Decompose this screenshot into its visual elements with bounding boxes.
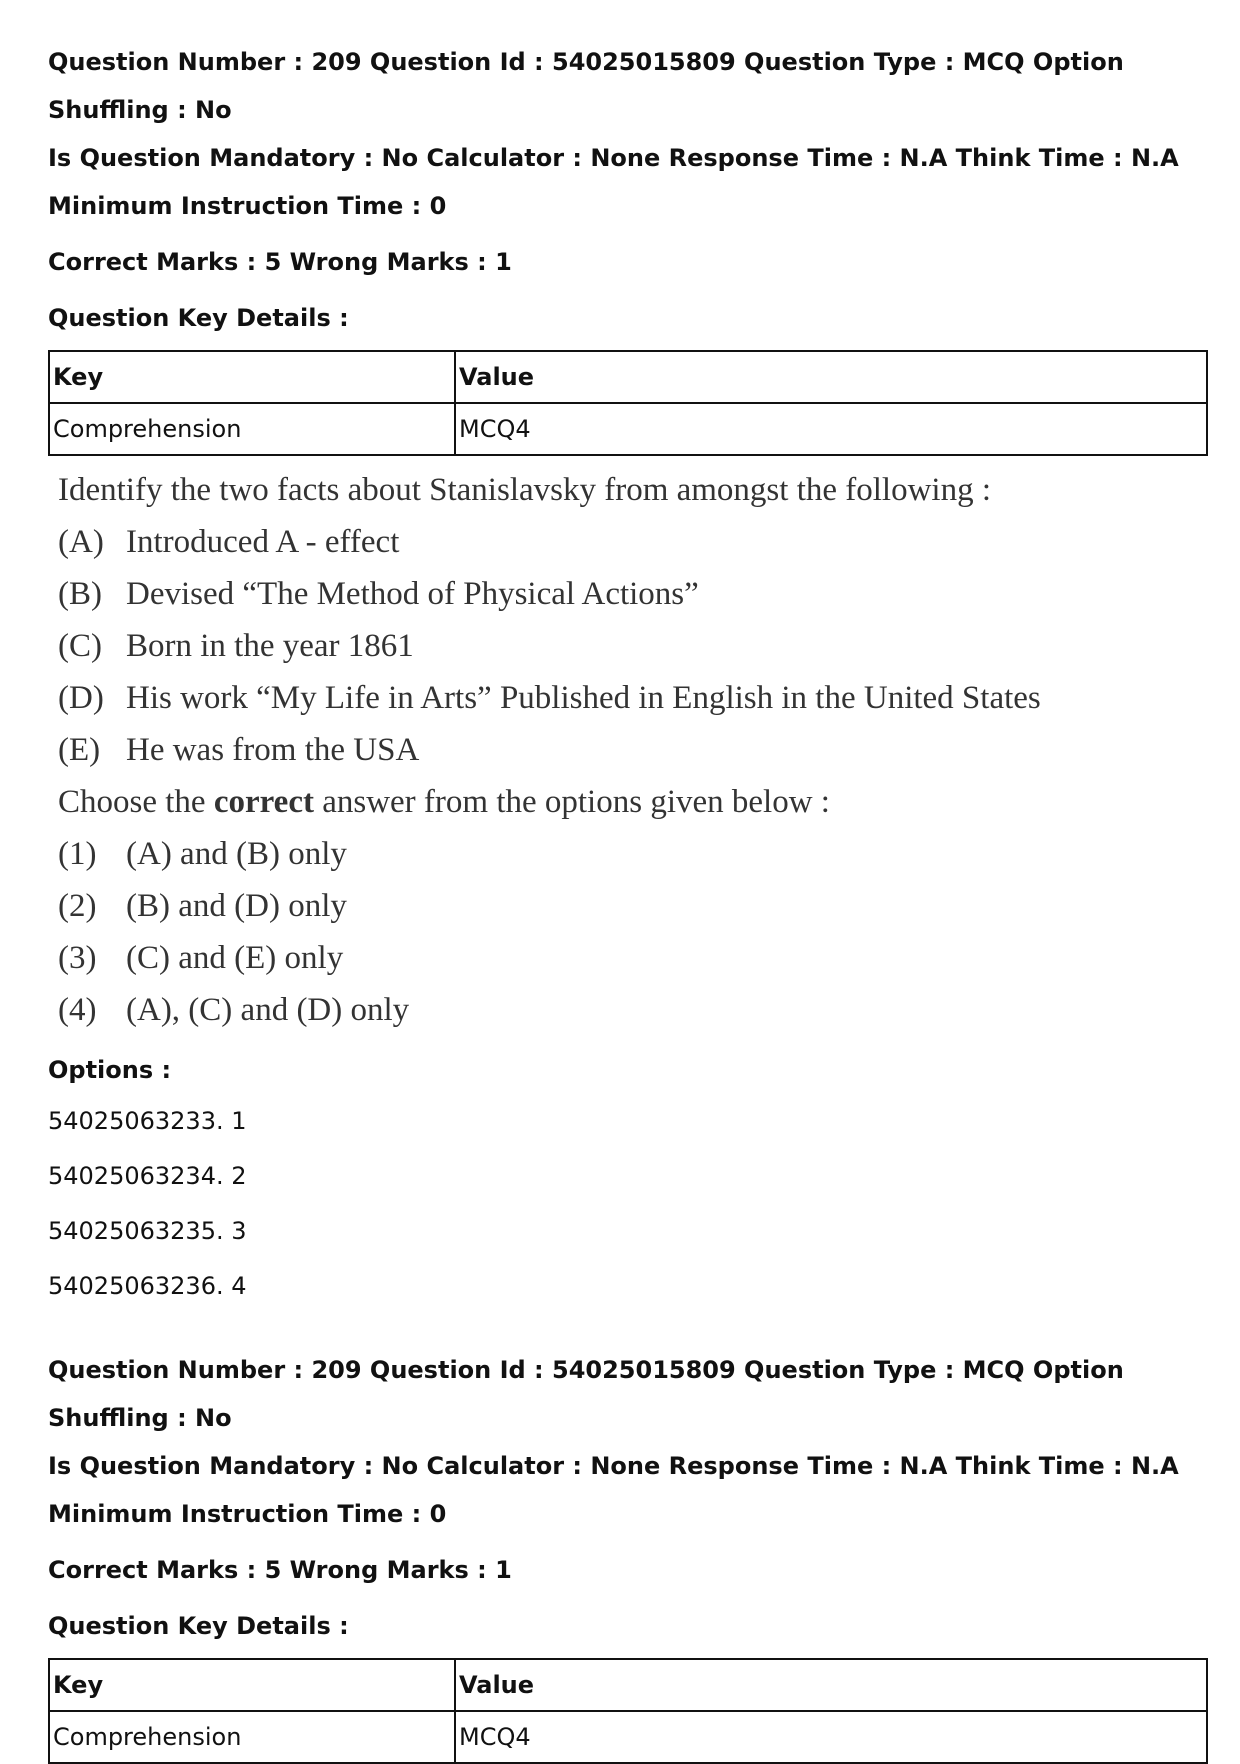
question-meta-line-2: Is Question Mandatory : No Calculator : None Response Time : N.A Think Time : N.A <box>48 144 1179 172</box>
statement-a <box>58 516 1208 568</box>
table-row <box>49 1711 1207 1763</box>
table-cell-key: Comprehension <box>49 1711 455 1763</box>
choose-text-bold: correct <box>213 784 314 820</box>
answer-4 <box>58 984 1208 1036</box>
statement-text: Introduced A - effect <box>126 524 400 560</box>
table-header-key: Key <box>49 351 455 403</box>
answer-text: (A), (C) and (D) only <box>126 992 410 1028</box>
answer-1 <box>58 828 1208 880</box>
statement-d <box>58 672 1208 724</box>
min-instruction-time: Minimum Instruction Time : 0 <box>48 192 447 220</box>
table-header-value: Value <box>455 1659 1207 1711</box>
option-item: 54025063236. 4 <box>48 1272 247 1300</box>
answer-3 <box>58 932 1208 984</box>
option-item: 54025063235. 3 <box>48 1217 247 1245</box>
statement-text: Devised “The Method of Physical Actions” <box>126 576 699 612</box>
table-header-row <box>49 351 1207 403</box>
statement-label: (B) <box>58 576 102 612</box>
table-cell-value: MCQ4 <box>455 1711 1207 1763</box>
statement-text: His work “My Life in Arts” Published in English in the United States <box>126 680 1041 716</box>
question-meta-line-2: Is Question Mandatory : No Calculator : None Response Time : N.A Think Time : N.A <box>48 1452 1179 1480</box>
choose-text-post: answer from the options given below : <box>313 784 830 820</box>
key-details-table <box>48 350 1208 456</box>
answer-2 <box>58 880 1208 932</box>
answer-label: (1) <box>58 836 97 872</box>
statement-label: (D) <box>58 680 104 716</box>
statement-b <box>58 568 1208 620</box>
answer-text: (A) and (B) only <box>126 836 347 872</box>
option-item: 54025063234. 2 <box>48 1162 247 1190</box>
key-details-label: Question Key Details : <box>48 304 349 332</box>
answer-text: (C) and (E) only <box>126 940 344 976</box>
statement-label: (C) <box>58 628 102 664</box>
statement-label: (A) <box>58 524 104 560</box>
option-item: 54025063233. 1 <box>48 1107 247 1135</box>
statement-text: Born in the year 1861 <box>126 628 414 664</box>
statement-e <box>58 724 1208 776</box>
statement-c <box>58 620 1208 672</box>
marks-line: Correct Marks : 5 Wrong Marks : 1 <box>48 248 512 276</box>
options-label: Options : <box>48 1056 172 1084</box>
key-details-table <box>48 1658 1208 1764</box>
question-meta-line-1: Question Number : 209 Question Id : 54025015809 Question Type : MCQ Option Shuffling : No <box>48 1356 1124 1432</box>
table-cell-key: Comprehension <box>49 403 455 455</box>
question-block-1 <box>48 38 1208 1314</box>
table-row <box>49 403 1207 455</box>
question-stem: Identify the two facts about Stanislavsky from amongst the following : <box>58 472 992 508</box>
choose-text-pre: Choose the <box>58 784 214 820</box>
answer-text: (B) and (D) only <box>126 888 347 924</box>
answer-label: (4) <box>58 992 97 1028</box>
answer-label: (2) <box>58 888 97 924</box>
question-image <box>58 464 1208 1036</box>
question-meta-line-1: Question Number : 209 Question Id : 54025015809 Question Type : MCQ Option Shuffling : No <box>48 48 1124 124</box>
key-details-label: Question Key Details : <box>48 1612 349 1640</box>
table-header-row <box>49 1659 1207 1711</box>
table-cell-value: MCQ4 <box>455 403 1207 455</box>
min-instruction-time: Minimum Instruction Time : 0 <box>48 1500 447 1528</box>
question-block-2 <box>48 1346 1208 1764</box>
statement-label: (E) <box>58 732 101 768</box>
statement-text: He was from the USA <box>126 732 420 768</box>
marks-line: Correct Marks : 5 Wrong Marks : 1 <box>48 1556 512 1584</box>
table-header-value: Value <box>455 351 1207 403</box>
table-header-key: Key <box>49 1659 455 1711</box>
answer-label: (3) <box>58 940 97 976</box>
choose-instruction <box>58 776 1208 828</box>
